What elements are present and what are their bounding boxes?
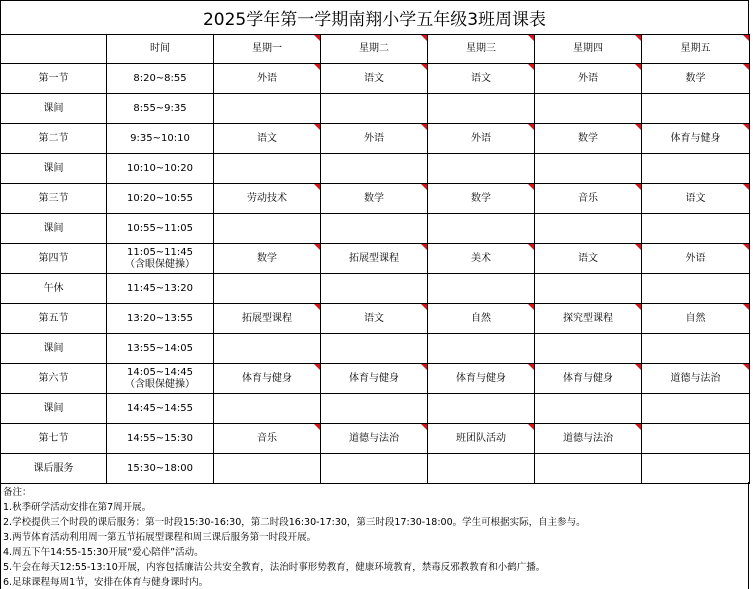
period-time <box>107 124 214 154</box>
subject-cell <box>214 334 321 364</box>
note-line: 2.学校提供三个时段的课后服务：第一时段15:30-16:30，第二时段16:30-17:30，第三时段17:30-18:00。学生可根据实际，自主参与。 <box>3 517 586 528</box>
subject-cell <box>535 214 642 244</box>
period-row <box>1 124 750 154</box>
note-line: 3.两节体育活动利用周一第五节拓展型课程和周三课后服务第一时段开展。 <box>3 532 317 543</box>
subject-cell: 劳动技术 <box>214 184 321 214</box>
header-day-cell: 星期一 <box>214 35 321 64</box>
period-row <box>1 244 750 274</box>
header-day-cell: 星期二 <box>321 35 428 64</box>
period-time <box>107 454 214 484</box>
subject-cell: 语文 <box>214 124 321 154</box>
period-row <box>1 304 750 334</box>
subject-cell <box>321 454 428 484</box>
period-label: 第五节 <box>1 304 107 334</box>
period-time-range: 14:05~14:45 <box>126 366 193 378</box>
period-label: 午休 <box>1 274 107 304</box>
subject-cell <box>321 94 428 124</box>
period-row <box>1 454 750 484</box>
subject-cell: 道德与法治 <box>535 424 642 454</box>
period-label: 课后服务 <box>1 454 107 484</box>
period-time-range: 9:35~10:10 <box>130 132 190 144</box>
period-time-range: 11:45~13:20 <box>126 282 193 294</box>
period-time-range: 14:45~14:55 <box>126 402 193 414</box>
note-line: 6.足球课程每周1节，安排在体育与健身课时内。 <box>3 577 209 588</box>
subject-cell: 班团队活动 <box>428 424 535 454</box>
period-time-range: 11:05~11:45 <box>126 246 193 258</box>
subject-cell <box>321 214 428 244</box>
subject-cell <box>428 274 535 304</box>
subject-cell: 语文 <box>428 64 535 94</box>
header-time-cell: 时间 <box>107 35 214 64</box>
subject-cell: 音乐 <box>214 424 321 454</box>
period-label: 课间 <box>1 394 107 424</box>
subject-cell <box>642 154 750 184</box>
note-line: 5.午会在每天12:55-13:10开展，内容包括廉洁公共安全教育，法治时事形势教育，健康环境教育，禁毒反邪教教育和小鹤广播。 <box>3 562 546 573</box>
subject-cell: 体育与健身 <box>321 364 428 394</box>
subject-cell <box>214 214 321 244</box>
subject-cell: 体育与健身 <box>642 124 750 154</box>
subject-cell: 语文 <box>321 64 428 94</box>
period-label: 第六节 <box>1 364 107 394</box>
subject-cell <box>321 154 428 184</box>
period-label: 课间 <box>1 94 107 124</box>
subject-cell <box>428 214 535 244</box>
period-time-range: 13:20~13:55 <box>126 312 193 324</box>
subject-cell <box>214 274 321 304</box>
subject-cell: 自然 <box>428 304 535 334</box>
subject-cell <box>321 274 428 304</box>
header-day-cell: 星期三 <box>428 35 535 64</box>
period-row <box>1 64 750 94</box>
period-time <box>107 394 214 424</box>
subject-cell <box>642 334 750 364</box>
period-row <box>1 214 750 244</box>
subject-cell: 体育与健身 <box>535 364 642 394</box>
subject-cell: 数学 <box>642 64 750 94</box>
period-time-range: 13:55~14:05 <box>126 342 193 354</box>
subject-cell <box>642 394 750 424</box>
subject-cell <box>535 454 642 484</box>
subject-cell <box>535 334 642 364</box>
period-time-range: 14:55~15:30 <box>126 432 193 444</box>
period-label: 第三节 <box>1 184 107 214</box>
period-time <box>107 184 214 214</box>
period-row <box>1 394 750 424</box>
subject-cell: 外语 <box>428 124 535 154</box>
notes-title: 备注： <box>3 487 32 498</box>
subject-cell: 外语 <box>642 244 750 274</box>
period-row <box>1 274 750 304</box>
period-time-range: 10:20~10:55 <box>126 192 193 204</box>
subject-cell <box>214 394 321 424</box>
subject-cell: 拓展型课程 <box>214 304 321 334</box>
subject-cell <box>642 94 750 124</box>
subject-cell: 语文 <box>321 304 428 334</box>
period-row <box>1 184 750 214</box>
period-label: 课间 <box>1 154 107 184</box>
subject-cell <box>214 154 321 184</box>
subject-cell: 拓展型课程 <box>321 244 428 274</box>
subject-cell <box>428 154 535 184</box>
subject-cell <box>428 94 535 124</box>
subject-cell <box>535 274 642 304</box>
period-label: 第四节 <box>1 244 107 274</box>
subject-cell: 数学 <box>535 124 642 154</box>
period-label: 课间 <box>1 214 107 244</box>
period-time-range: 10:55~11:05 <box>126 222 193 234</box>
subject-cell <box>321 394 428 424</box>
period-time-range: 8:55~9:35 <box>133 102 187 114</box>
subject-cell <box>321 334 428 364</box>
period-time <box>107 274 214 304</box>
subject-cell: 语文 <box>642 184 750 214</box>
period-time <box>107 64 214 94</box>
subject-cell <box>642 274 750 304</box>
period-time <box>107 244 214 274</box>
subject-cell: 道德与法治 <box>642 364 750 394</box>
period-time <box>107 364 214 394</box>
period-time <box>107 214 214 244</box>
period-time-range: 8:20~8:55 <box>133 72 187 84</box>
period-row <box>1 364 750 394</box>
period-time-range: 10:10~10:20 <box>126 162 193 174</box>
subject-cell: 道德与法治 <box>321 424 428 454</box>
period-row <box>1 334 750 364</box>
period-row <box>1 424 750 454</box>
timetable-grid <box>0 34 750 484</box>
note-line: 4.周五下午14:55-15:30开展“爱心陪伴”活动。 <box>3 547 204 558</box>
subject-cell: 外语 <box>214 64 321 94</box>
subject-cell: 数学 <box>214 244 321 274</box>
period-time <box>107 334 214 364</box>
header-corner-cell <box>1 35 107 64</box>
subject-cell <box>214 94 321 124</box>
subject-cell <box>535 94 642 124</box>
subject-cell: 探究型课程 <box>535 304 642 334</box>
subject-cell: 数学 <box>321 184 428 214</box>
period-time <box>107 154 214 184</box>
subject-cell: 语文 <box>535 244 642 274</box>
period-label: 第七节 <box>1 424 107 454</box>
note-line: 1.秋季研学活动安排在第7周开展。 <box>3 502 152 513</box>
subject-cell: 数学 <box>428 184 535 214</box>
period-label: 第二节 <box>1 124 107 154</box>
subject-cell <box>642 454 750 484</box>
subject-cell: 体育与健身 <box>214 364 321 394</box>
subject-cell: 自然 <box>642 304 750 334</box>
subject-cell <box>428 454 535 484</box>
period-row <box>1 154 750 184</box>
header-row <box>1 35 750 64</box>
subject-cell <box>535 394 642 424</box>
subject-cell: 外语 <box>535 64 642 94</box>
subject-cell: 体育与健身 <box>428 364 535 394</box>
period-time-note: （含眼保健操） <box>125 378 195 390</box>
period-time-note: （含眼保健操） <box>125 258 195 270</box>
period-time <box>107 304 214 334</box>
header-day-cell: 星期五 <box>642 35 750 64</box>
period-label: 第一节 <box>1 64 107 94</box>
subject-cell <box>535 154 642 184</box>
timetable-title: 2025学年第一学期南翔小学五年级3班周课表 <box>0 0 749 34</box>
notes-list <box>3 500 748 589</box>
header-day-cell: 星期四 <box>535 35 642 64</box>
subject-cell <box>642 214 750 244</box>
period-row <box>1 94 750 124</box>
subject-cell <box>642 424 750 454</box>
period-time <box>107 94 214 124</box>
notes-section <box>0 482 749 589</box>
subject-cell: 美术 <box>428 244 535 274</box>
period-time-range: 15:30~18:00 <box>126 462 193 474</box>
subject-cell <box>428 394 535 424</box>
period-label: 课间 <box>1 334 107 364</box>
subject-cell <box>428 334 535 364</box>
subject-cell: 音乐 <box>535 184 642 214</box>
subject-cell <box>214 454 321 484</box>
period-time <box>107 424 214 454</box>
subject-cell: 外语 <box>321 124 428 154</box>
